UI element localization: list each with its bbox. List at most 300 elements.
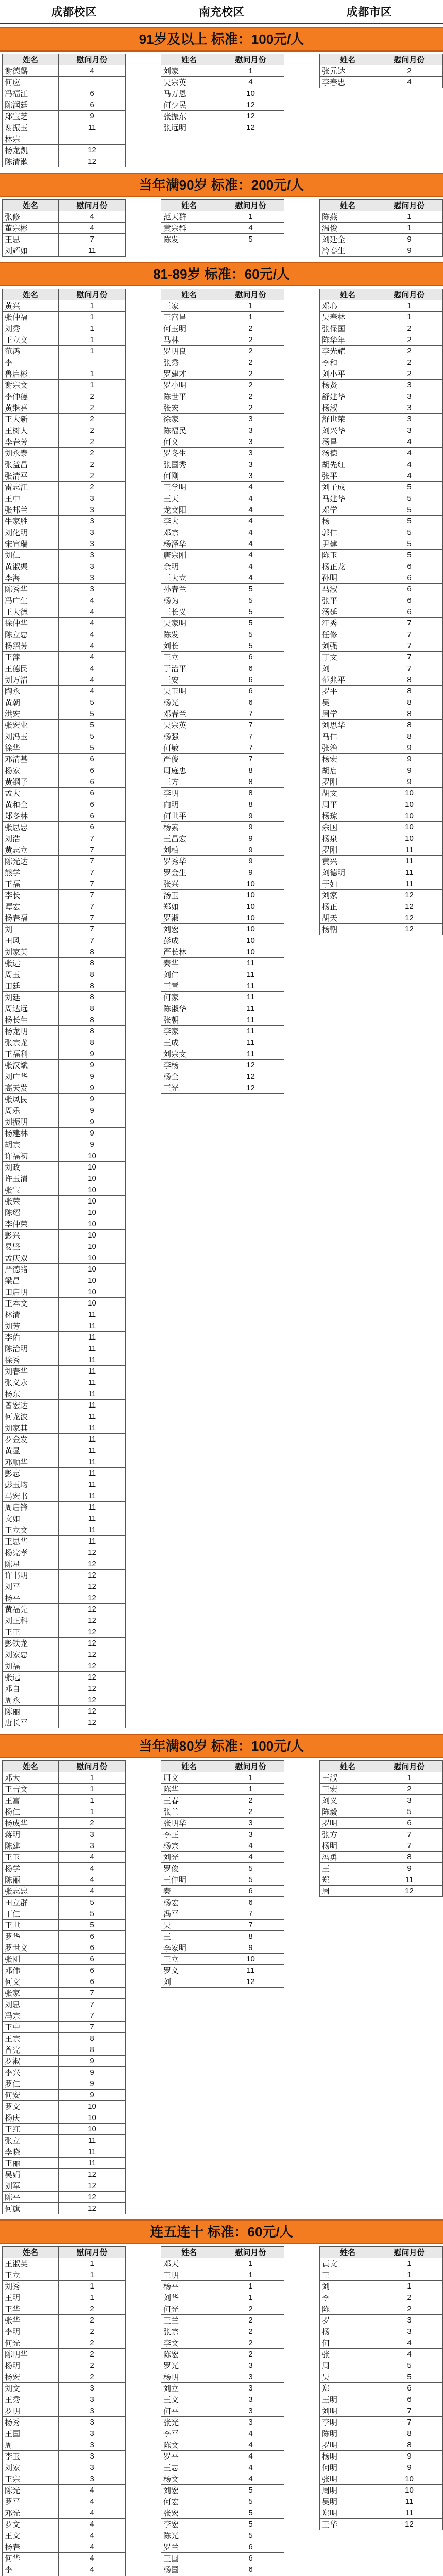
cell-month: 3 (59, 2439, 126, 2451)
cell-month: 9 (59, 1094, 126, 1105)
cell-name: 李杨 (161, 1060, 217, 1071)
cell-month: 1 (59, 300, 126, 312)
cell-month: 7 (376, 2417, 443, 2428)
cell-month: 5 (217, 1874, 284, 1886)
cell-month: 8 (59, 1037, 126, 1048)
table-row (161, 436, 284, 448)
table-row (3, 822, 126, 833)
cell-month: 1 (59, 1795, 126, 1806)
campus-header (0, 0, 443, 24)
cell-name: 张兰 (161, 1806, 217, 1818)
cell-name: 刘小平 (320, 368, 376, 380)
cell-name: 杨秀 (3, 2417, 59, 2428)
cell-name: 熊学 (3, 867, 59, 878)
cell-month: 11 (376, 867, 443, 878)
cell-month: 7 (217, 754, 284, 765)
cell-name: 杨文 (161, 2473, 217, 2485)
cell-name: 张家 (3, 1988, 59, 1999)
cell-month: 4 (217, 527, 284, 538)
cell-name: 杨庆 (3, 2112, 59, 2124)
cell-month: 12 (217, 111, 284, 122)
cell-month: 8 (59, 2033, 126, 2044)
cell-month: 7 (59, 878, 126, 890)
cell-month: 2 (59, 470, 126, 482)
cell-name: 冯福江 (3, 88, 59, 99)
cell-month: 11 (217, 958, 284, 969)
table-header-row (320, 200, 443, 211)
cell-month: 3 (217, 2417, 284, 2428)
cell-month: 5 (376, 1806, 443, 1818)
campus-column (161, 199, 284, 257)
table-row (3, 211, 126, 223)
cell-month: 10 (217, 946, 284, 958)
cell-name: 陈光 (3, 2485, 59, 2496)
table-row (3, 2519, 126, 2530)
cell-name: 鲁启彬 (3, 368, 59, 380)
cell-month: 1 (59, 1772, 126, 1784)
cell-name: 王富 (3, 1795, 59, 1806)
cell-month: 4 (217, 2451, 284, 2462)
table-row (161, 1048, 284, 1060)
cell-month: 9 (59, 1105, 126, 1116)
cell-month: 2 (376, 323, 443, 334)
table-row (3, 2383, 126, 2394)
cell-name: 何敏 (161, 742, 217, 754)
cell-name: 范鸿 (3, 346, 59, 357)
table-row (3, 595, 126, 606)
cell-month: 4 (217, 493, 284, 504)
table-row (161, 482, 284, 493)
cell-name: 王思 (3, 234, 59, 245)
cell-month: 1 (59, 2258, 126, 2269)
cell-name: 罗光 (161, 2360, 217, 2371)
table-row (161, 788, 284, 799)
table-row (161, 2337, 284, 2349)
cell-name: 李光耀 (320, 346, 376, 357)
cell-name: 舒建华 (320, 391, 376, 402)
cell-name: 杨素 (161, 822, 217, 833)
cell-month: 12 (376, 2519, 443, 2530)
cell-month: 7 (217, 708, 284, 720)
header-months: 慰问月份 (376, 54, 443, 65)
table-row (161, 663, 284, 674)
cell-name: 周玉 (3, 969, 59, 980)
cell-month: 5 (376, 538, 443, 550)
cell-name: 郭仁 (320, 527, 376, 538)
cell-month: 7 (376, 2405, 443, 2417)
table-row (3, 459, 126, 470)
cell-month: 12 (217, 1060, 284, 1071)
header-months: 慰问月份 (59, 289, 126, 300)
campus-columns (0, 197, 443, 259)
table-row (320, 482, 443, 493)
cell-month: 3 (376, 414, 443, 425)
cell-name: 陈明华 (3, 2349, 59, 2360)
cell-month: 10 (376, 2485, 443, 2496)
table-row (161, 368, 284, 380)
table-row (3, 1060, 126, 1071)
campus-column (319, 2246, 443, 2576)
cell-month: 3 (59, 2451, 126, 2462)
table-row (3, 402, 126, 414)
cell-month: 8 (376, 720, 443, 731)
cell-name: 陈清漱 (3, 156, 59, 167)
table-header-row (3, 1761, 126, 1772)
cell-name: 杨泉 (320, 833, 376, 844)
cell-month: 10 (376, 788, 443, 799)
table-row (161, 1772, 284, 1784)
cell-name: 邓春兰 (161, 708, 217, 720)
campus-column (319, 54, 443, 167)
table-row (3, 145, 126, 156)
cell-month: 3 (217, 2405, 284, 2417)
table-row (320, 924, 443, 935)
cell-name: 严俊 (161, 754, 217, 765)
cell-month: 3 (217, 425, 284, 436)
table-row (3, 618, 126, 629)
cell-month: 4 (217, 77, 284, 88)
cell-name: 许福初 (3, 1150, 59, 1162)
table-row (3, 504, 126, 516)
cell-name: 邓大 (3, 1772, 59, 1784)
cell-name: 刘永泰 (3, 448, 59, 459)
cell-name: 李 (3, 2564, 59, 2575)
cell-month: 11 (59, 1445, 126, 1456)
table-row (320, 234, 443, 245)
table-row (320, 504, 443, 516)
cell-name: 陈治明 (3, 1343, 59, 1354)
cell-name: 杨贤 (320, 380, 376, 391)
cell-month: 6 (59, 1976, 126, 1988)
cell-name: 李正 (161, 1829, 217, 1840)
table-row (3, 1014, 126, 1026)
table-row (161, 958, 284, 969)
cell-month: 5 (217, 606, 284, 618)
table-row (3, 1570, 126, 1581)
cell-name: 杨强 (161, 731, 217, 742)
table-row (3, 1649, 126, 1660)
cell-month: 5 (217, 629, 284, 640)
table-row (161, 234, 284, 245)
cell-month: 7 (59, 890, 126, 901)
campus-column (161, 289, 284, 1728)
table-row (320, 2315, 443, 2326)
cell-month: 2 (59, 2360, 126, 2371)
table-row (320, 1772, 443, 1784)
cell-name: 何家 (161, 992, 217, 1003)
table-row (161, 561, 284, 572)
cell-month: 7 (59, 912, 126, 924)
table-row (3, 2269, 126, 2281)
cell-name: 刘强 (320, 640, 376, 652)
table-row (161, 606, 284, 618)
cell-month: 11 (59, 2146, 126, 2158)
cell-name: 何文 (3, 1976, 59, 1988)
table-row (320, 2292, 443, 2303)
table-row (3, 448, 126, 459)
recipient-table (161, 289, 284, 1094)
cell-month: 9 (59, 1128, 126, 1139)
cell-name: 邓学 (320, 504, 376, 516)
cell-month: 3 (59, 2405, 126, 2417)
cell-name: 杨明 (3, 2360, 59, 2371)
table-row (3, 493, 126, 504)
cell-name: 陈立忠 (3, 629, 59, 640)
campus-columns (0, 2244, 443, 2576)
cell-name: 黄继亮 (3, 402, 59, 414)
cell-name: 王吉文 (3, 1784, 59, 1795)
cell-name: 刘秀 (3, 2281, 59, 2292)
table-row (320, 380, 443, 391)
cell-month: 11 (376, 856, 443, 867)
cell-name: 罗文 (3, 2519, 59, 2530)
header-months: 慰问月份 (217, 289, 284, 300)
table-row (3, 1048, 126, 1060)
cell-month: 11 (59, 1354, 126, 1366)
table-row (161, 1060, 284, 1071)
cell-month: 8 (376, 674, 443, 686)
table-row (161, 1942, 284, 1954)
table-row (320, 2473, 443, 2485)
table-row (320, 65, 443, 77)
cell-name: 马仁 (320, 731, 376, 742)
cell-month: 9 (59, 2078, 126, 2090)
table-row (161, 448, 284, 459)
cell-month: 9 (376, 765, 443, 776)
table-row (320, 2428, 443, 2439)
table-row (320, 2269, 443, 2281)
table-row (3, 1965, 126, 1976)
cell-name: 陈平 (3, 2192, 59, 2203)
cell-name: 严德绪 (3, 1264, 59, 1275)
table-row (3, 2485, 126, 2496)
cell-name: 杨春 (3, 2541, 59, 2553)
table-row (161, 2530, 284, 2541)
cell-month: 7 (376, 629, 443, 640)
table-header-row (3, 289, 126, 300)
table-row (320, 1840, 443, 1852)
cell-month: 5 (217, 2519, 284, 2530)
cell-name: 杨平 (161, 2281, 217, 2292)
cell-name: 李明 (3, 2326, 59, 2337)
cell-month: 5 (59, 742, 126, 754)
cell-name: 王大立 (161, 572, 217, 584)
cell-month: 1 (376, 1772, 443, 1784)
table-row (3, 1772, 126, 1784)
table-row (3, 1116, 126, 1128)
cell-name: 胡先红 (320, 459, 376, 470)
cell-month: 2 (217, 380, 284, 391)
recipient-table (161, 2246, 284, 2576)
table-row (320, 686, 443, 697)
cell-name: 何义 (161, 436, 217, 448)
table-row (3, 584, 126, 595)
cell-month: 10 (376, 810, 443, 822)
table-row (3, 1400, 126, 1411)
cell-name: 罗明 (3, 2405, 59, 2417)
cell-month: 3 (217, 459, 284, 470)
table-row (3, 856, 126, 867)
cell-name: 刘芳 (3, 1320, 59, 1332)
cell-name: 王 (320, 1863, 376, 1874)
table-row (161, 2553, 284, 2564)
table-row (320, 2326, 443, 2337)
cell-month: 12 (59, 1604, 126, 1615)
cell-name: 张明华 (161, 1818, 217, 1829)
cell-month: 6 (217, 2553, 284, 2564)
cell-month: 7 (59, 2022, 126, 2033)
cell-month: 2 (59, 482, 126, 493)
cell-name: 陈毅 (320, 1806, 376, 1818)
cell-name: 黄福先 (3, 1604, 59, 1615)
table-row (161, 516, 284, 527)
cell-name: 陈华年 (320, 334, 376, 346)
cell-name: 张平 (320, 595, 376, 606)
cell-month: 7 (59, 935, 126, 946)
cell-month: 2 (217, 1806, 284, 1818)
table-row (320, 2417, 443, 2428)
table-row (3, 1694, 126, 1706)
table-row (3, 1162, 126, 1173)
cell-month: 6 (59, 1942, 126, 1954)
table-row (320, 708, 443, 720)
cell-name: 杨学 (3, 1863, 59, 1874)
table-row (3, 2564, 126, 2575)
cell-name: 刘廷全 (320, 234, 376, 245)
cell-name: 罗平 (320, 686, 376, 697)
cell-month: 10 (59, 1162, 126, 1173)
cell-name: 余明 (161, 561, 217, 572)
cell-name: 陈光达 (3, 856, 59, 867)
table-row (3, 527, 126, 538)
cell-month: 11 (59, 1400, 126, 1411)
recipient-table (161, 54, 284, 133)
cell-month: 5 (59, 697, 126, 708)
table-row (3, 312, 126, 323)
table-row (320, 211, 443, 223)
cell-name: 吴 (320, 2371, 376, 2383)
cell-month: 6 (376, 561, 443, 572)
table-row (3, 1003, 126, 1014)
cell-month: 2 (217, 2326, 284, 2337)
table-row (161, 2564, 284, 2575)
cell-month: 11 (59, 1422, 126, 1434)
table-row (320, 425, 443, 436)
cell-name: 郑明 (320, 2507, 376, 2519)
table-row (3, 2281, 126, 2292)
cell-name: 李春芳 (3, 436, 59, 448)
cell-name: 雷志江 (3, 482, 59, 493)
cell-month: 5 (376, 550, 443, 561)
cell-month: 10 (59, 1150, 126, 1162)
cell-name: 郑宝芝 (3, 111, 59, 122)
table-row (3, 425, 126, 436)
cell-name: 陈玉 (320, 550, 376, 561)
cell-month: 9 (217, 844, 284, 856)
table-row (3, 1840, 126, 1852)
cell-month: 1 (59, 368, 126, 380)
table-row (320, 223, 443, 234)
table-row (161, 2371, 284, 2383)
cell-name: 李仲德 (3, 391, 59, 402)
table-row (3, 1173, 126, 1184)
table-row (161, 1954, 284, 1965)
cell-month: 6 (217, 652, 284, 663)
cell-name: 何应 (3, 77, 59, 88)
table-row (3, 708, 126, 720)
table-row (320, 402, 443, 414)
cell-name: 李明 (161, 788, 217, 799)
table-header-row (3, 54, 126, 65)
table-row (3, 391, 126, 402)
cell-month: 5 (59, 1920, 126, 1931)
cell-name: 牛家胜 (3, 516, 59, 527)
cell-name: 刘长 (161, 640, 217, 652)
cell-name: 刘正科 (3, 1615, 59, 1626)
table-row (161, 980, 284, 992)
table-row (3, 1196, 126, 1207)
cell-name: 张宗 (161, 2326, 217, 2337)
cell-name: 张华 (3, 2315, 59, 2326)
table-row (3, 88, 126, 99)
cell-name: 王树人 (3, 425, 59, 436)
cell-month: 12 (59, 1558, 126, 1570)
header-name: 姓名 (161, 289, 217, 300)
cell-name: 汤德 (320, 448, 376, 459)
cell-month: 3 (217, 2371, 284, 2383)
table-row (3, 1874, 126, 1886)
table-row (3, 1908, 126, 1920)
table-row (161, 2496, 284, 2507)
table-row (3, 1286, 126, 1298)
table-row (3, 2033, 126, 2044)
cell-name: 杨国 (161, 2564, 217, 2575)
cell-name: 杨建林 (3, 1128, 59, 1139)
cell-name: 刘 (3, 924, 59, 935)
cell-month: 10 (217, 878, 284, 890)
cell-month: 12 (217, 1082, 284, 1094)
cell-name: 何世平 (161, 810, 217, 822)
cell-month: 9 (59, 2090, 126, 2101)
table-row (3, 2044, 126, 2056)
cell-month: 12 (59, 1570, 126, 1581)
cell-month: 1 (59, 380, 126, 391)
cell-month: 6 (59, 799, 126, 810)
cell-month: 5 (59, 1908, 126, 1920)
table-row (3, 912, 126, 924)
table-row (161, 1852, 284, 1863)
cell-month: 12 (59, 1638, 126, 1649)
cell-month: 2 (59, 2337, 126, 2349)
cell-month: 3 (59, 2417, 126, 2428)
cell-name: 汤昌 (320, 436, 376, 448)
table-row (161, 1082, 284, 1094)
table-row (3, 1411, 126, 1422)
table-row (320, 2258, 443, 2269)
cell-month: 3 (376, 1795, 443, 1806)
cell-name: 李和 (320, 357, 376, 368)
cell-month: 9 (59, 1139, 126, 1150)
cell-month: 11 (59, 1377, 126, 1388)
recipient-table (319, 289, 443, 935)
table-row (161, 2360, 284, 2371)
cell-name: 何华 (3, 2553, 59, 2564)
table-row (320, 77, 443, 88)
cell-name: 彭玉均 (3, 1479, 59, 1490)
table-header-row (320, 54, 443, 65)
campus-column (2, 199, 126, 257)
cell-month: 9 (59, 1082, 126, 1094)
